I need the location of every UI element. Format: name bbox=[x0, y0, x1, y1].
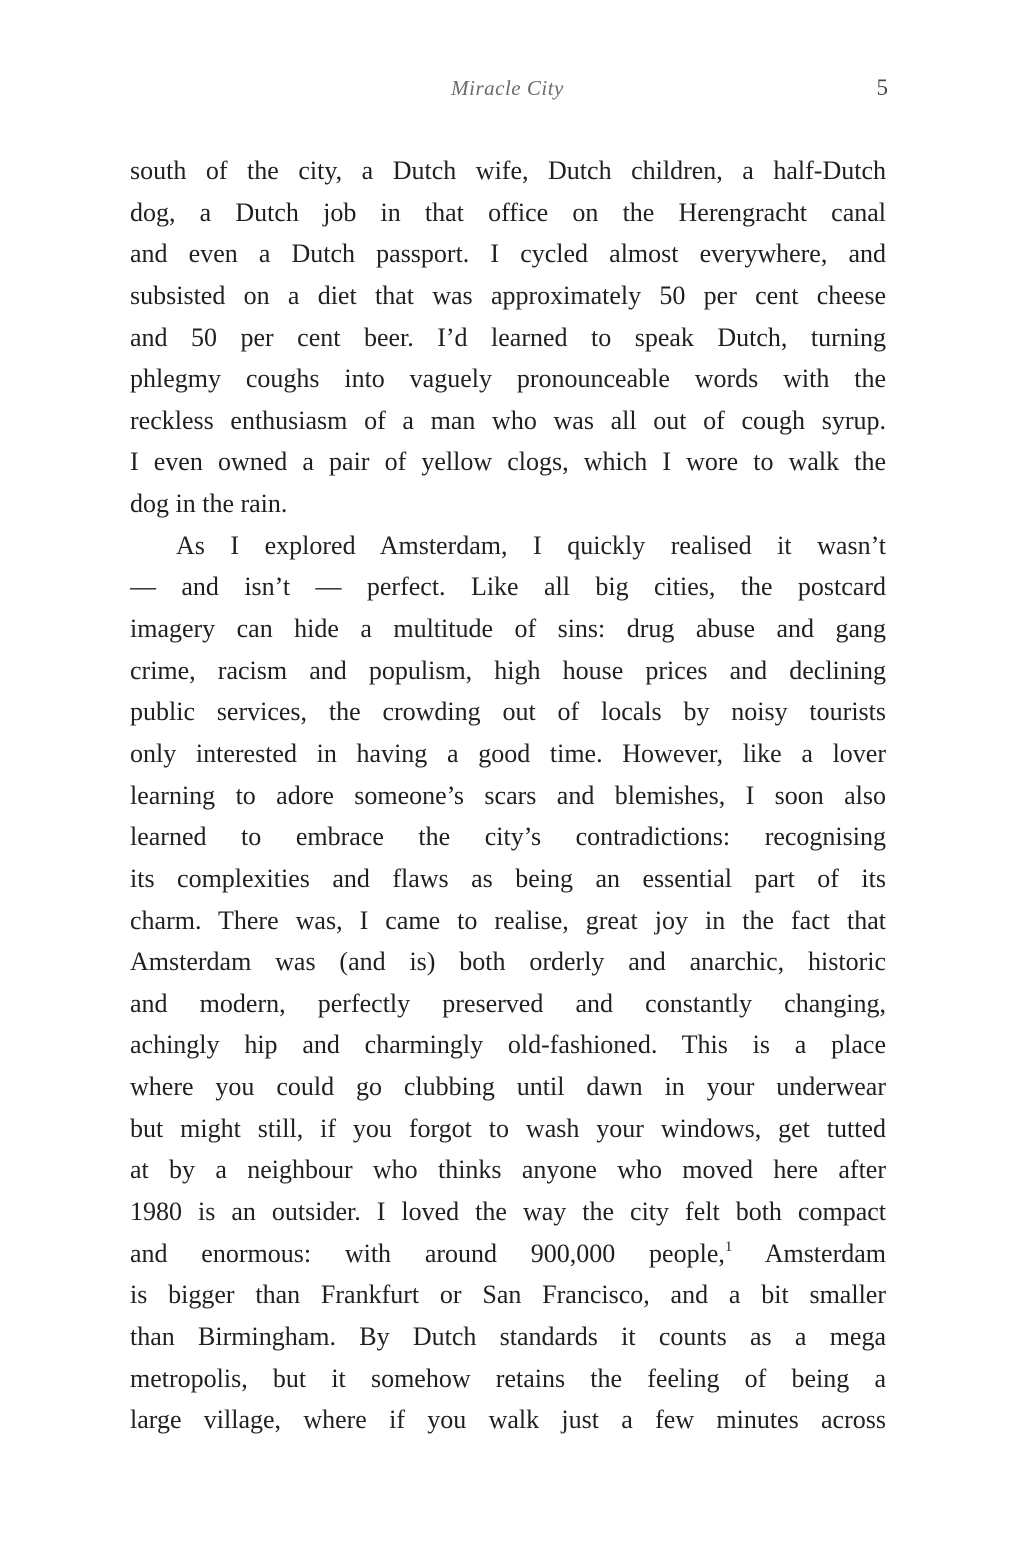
text-segment: Amsterdam bbox=[732, 1238, 886, 1268]
page-number: 5 bbox=[876, 75, 888, 100]
running-title: Miracle City bbox=[451, 76, 564, 100]
text-line: learning to adore someone’s scars and blemishes, I soon also bbox=[130, 780, 886, 810]
text-line: where you could go clubbing until dawn in your underwear bbox=[130, 1072, 886, 1102]
paragraph bbox=[130, 525, 886, 1441]
text-line: is bigger than Frankfurt or San Francisco, and a bit smaller bbox=[130, 1280, 886, 1310]
text-line: large village, where if you walk just a few minutes across bbox=[130, 1405, 886, 1435]
running-head bbox=[0, 73, 1015, 105]
text-line: phlegmy coughs into vaguely pronounceable words with the bbox=[130, 364, 886, 394]
text-line: charm. There was, I came to realise, great joy in the fact that bbox=[130, 905, 886, 935]
text-line: subsisted on a diet that was approximately 50 per cent cheese bbox=[130, 280, 886, 310]
text-line: at by a neighbour who thinks anyone who moved here after bbox=[130, 1155, 886, 1185]
text-line-with-footnote bbox=[130, 1233, 886, 1275]
footnote-marker[interactable]: 1 bbox=[724, 1238, 733, 1255]
text-line: and modern, perfectly preserved and constantly changing, bbox=[130, 988, 886, 1018]
text-line: but might still, if you forgot to wash your windows, get tutted bbox=[130, 1113, 886, 1143]
text-line: 1980 is an outsider. I loved the way the city felt both compact bbox=[130, 1197, 886, 1227]
text-line: than Birmingham. By Dutch standards it counts as a mega bbox=[130, 1321, 886, 1351]
text-line: — and isn’t — perfect. Like all big cities, the postcard bbox=[130, 572, 886, 602]
text-line: metropolis, but it somehow retains the feeling of being a bbox=[130, 1363, 886, 1393]
text-line: reckless enthusiasm of a man who was all out of cough syrup. bbox=[130, 405, 886, 435]
text-line: learned to embrace the city’s contradictions: recognising bbox=[130, 822, 886, 852]
text-line: imagery can hide a multitude of sins: drug abuse and gang bbox=[130, 614, 886, 644]
text-line: and 50 per cent beer. I’d learned to speak Dutch, turning bbox=[130, 322, 886, 352]
text-line: only interested in having a good time. However, like a lover bbox=[130, 738, 886, 768]
text-line: public services, the crowding out of locals by noisy tourists bbox=[130, 697, 886, 727]
text-line: Amsterdam was (and is) both orderly and anarchic, historic bbox=[130, 947, 886, 977]
text-line: I even owned a pair of yellow clogs, which I wore to walk the bbox=[130, 447, 886, 477]
text-line: achingly hip and charmingly old-fashioned. This is a place bbox=[130, 1030, 886, 1060]
text-segment: and enormous: with around 900,000 people, bbox=[130, 1238, 725, 1268]
text-line: and even a Dutch passport. I cycled almost everywhere, and bbox=[130, 239, 886, 269]
text-line: dog in the rain. bbox=[130, 489, 288, 519]
text-line: As I explored Amsterdam, I quickly realised it wasn’t bbox=[176, 530, 886, 560]
body-text bbox=[130, 150, 886, 1441]
text-line: crime, racism and populism, high house prices and declining bbox=[130, 655, 886, 685]
text-line: its complexities and flaws as being an essential part of its bbox=[130, 863, 886, 893]
text-line: dog, a Dutch job in that office on the Herengracht canal bbox=[130, 197, 886, 227]
paragraph bbox=[130, 150, 886, 525]
text-line: south of the city, a Dutch wife, Dutch children, a half-Dutch bbox=[130, 156, 886, 185]
